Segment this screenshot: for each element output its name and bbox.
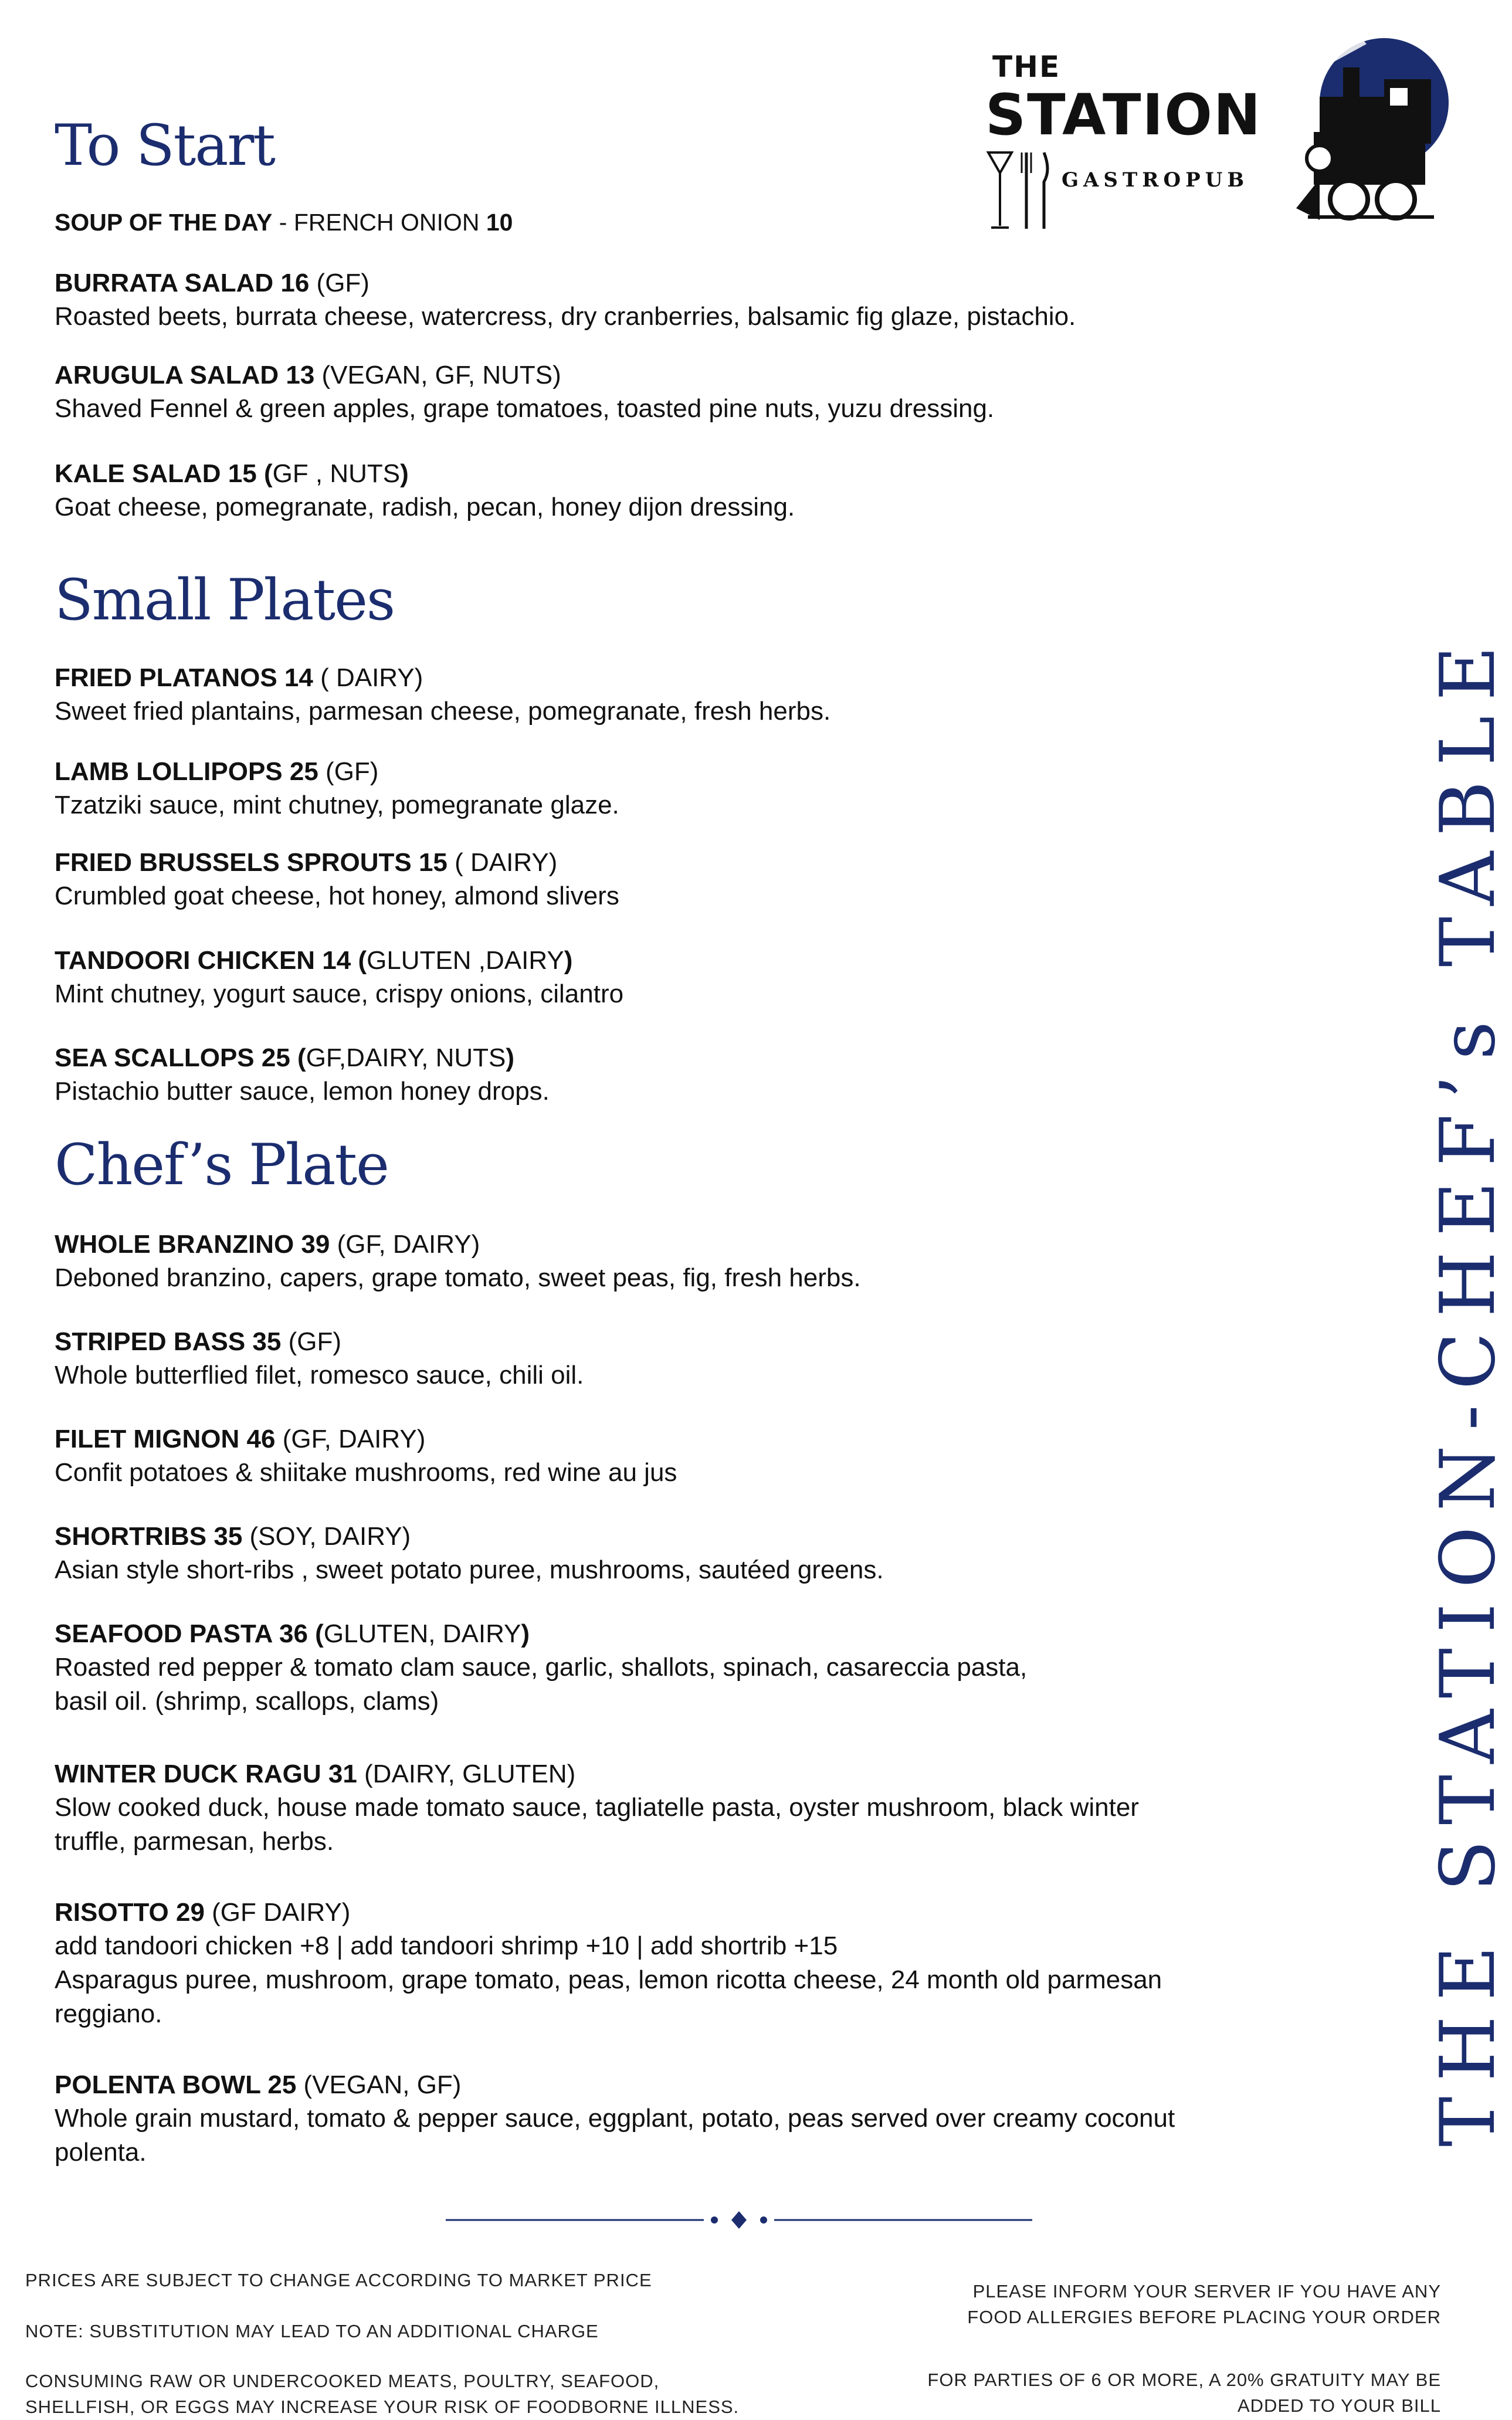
item-addons: add tandoori chicken +8 | add tandoori shrimp +10 | add shortrib +15 [55, 1931, 838, 1960]
item-description-cont: polenta. [55, 2138, 147, 2167]
footer-gratuity-line1: FOR PARTIES OF 6 OR MORE, A 20% GRATUITY MAY BE [927, 2370, 1441, 2390]
item-description: Mint chutney, yogurt sauce, crispy onions, cilantro [55, 979, 624, 1008]
menu-item-brussels [55, 846, 1274, 913]
menu-item-seafood-pasta [55, 1618, 1274, 1719]
item-name: LAMB LOLLIPOPS 25 [55, 757, 318, 786]
item-tags: (SOY, DAIRY) [242, 1522, 411, 1551]
footer-raw-warning [25, 2368, 739, 2420]
menu-item-tandoori [55, 944, 1274, 1011]
item-name: SEA SCALLOPS 25 ( [55, 1043, 306, 1072]
item-description: Slow cooked duck, house made tomato sauce, tagliatelle pasta, oyster mushroom, black winter [55, 1793, 1139, 1822]
logo-station: STATION [985, 82, 1262, 148]
soup-price: 10 [486, 209, 513, 236]
item-description: Whole grain mustard, tomato & pepper sauce, eggplant, potato, peas served over creamy coconut [55, 2104, 1175, 2133]
item-tags: (VEGAN, GF) [296, 2070, 462, 2099]
item-tags-end: ) [521, 1619, 530, 1648]
footer-raw-warning-line1: CONSUMING RAW OR UNDERCOOKED MEATS, POULTRY, SEAFOOD, [25, 2371, 660, 2391]
item-name: FILET MIGNON 46 [55, 1425, 276, 1453]
item-tags: (GF DAIRY) [204, 1898, 351, 1927]
menu-item-platanos [55, 662, 1274, 728]
item-name: SHORTRIBS 35 [55, 1522, 243, 1551]
item-tags: GLUTEN, DAIRY [323, 1619, 521, 1648]
footer-allergies-line1: PLEASE INFORM YOUR SERVER IF YOU HAVE ANY [972, 2281, 1441, 2302]
item-description: Shaved Fennel & green apples, grape tomatoes, toasted pine nuts, yuzu dressing. [55, 394, 995, 423]
footer-raw-warning-line2: SHELLFISH, OR EGGS MAY INCREASE YOUR RISK OF FOODBORNE ILLNESS. [25, 2397, 740, 2417]
menu-item-kale [55, 457, 1274, 524]
item-tags: GLUTEN ,DAIRY [367, 946, 564, 975]
soup-detail: FRENCH ONION [293, 209, 486, 236]
menu-item-polenta [55, 2069, 1274, 2170]
menu-item-burrata [55, 267, 1274, 334]
item-name: BURRATA SALAD 16 [55, 269, 310, 297]
footer-allergies-line2: FOOD ALLERGIES BEFORE PLACING YOUR ORDER [967, 2307, 1441, 2327]
ornamental-divider [446, 2211, 1032, 2229]
menu-item-scallops [55, 1042, 1274, 1109]
menu-item-striped-bass [55, 1326, 1274, 1392]
item-name: STRIPED BASS 35 [55, 1327, 282, 1356]
item-description: Confit potatoes & shiitake mushrooms, red wine au jus [55, 1458, 677, 1487]
logo-gastropub: GASTROPUB [1062, 168, 1249, 192]
item-description: Roasted beets, burrata cheese, watercress, dry cranberries, balsamic fig glaze, pistachio. [55, 302, 1076, 331]
item-description: Deboned branzino, capers, grape tomato, sweet peas, fig, fresh herbs. [55, 1263, 861, 1292]
menu-item-lamb [55, 755, 1274, 822]
locomotive-icon [1296, 32, 1437, 226]
footer-allergies [967, 2279, 1441, 2330]
item-description: Goat cheese, pomegranate, radish, pecan, honey dijon dressing. [55, 493, 795, 521]
item-tags: (GF, DAIRY) [330, 1230, 480, 1259]
item-description: Crumbled goat cheese, hot honey, almond slivers [55, 882, 619, 910]
item-name: ARUGULA SALAD 13 [55, 361, 315, 389]
item-name: FRIED BRUSSELS SPROUTS 15 [55, 848, 448, 877]
item-tags: (GF) [318, 757, 379, 786]
item-description: Asparagus puree, mushroom, grape tomato, peas, lemon ricotta cheese, 24 month old parmesan [55, 1965, 1162, 1994]
item-description-cont: basil oil. (shrimp, scallops, clams) [55, 1687, 439, 1716]
item-name: SEAFOOD PASTA 36 ( [55, 1619, 324, 1648]
footer-gratuity-line2: ADDED TO YOUR BILL [1237, 2395, 1441, 2416]
item-description: Sweet fried plantains, parmesan cheese, pomegranate, fresh herbs. [55, 697, 831, 726]
footer-substitution: NOTE: SUBSTITUTION MAY LEAD TO AN ADDITIONAL CHARGE [25, 2321, 599, 2341]
section-title-to-start: To Start [55, 113, 274, 178]
item-description: Pistachio butter sauce, lemon honey drops. [55, 1077, 550, 1106]
item-name: KALE SALAD 15 ( [55, 459, 273, 488]
item-tags: ( DAIRY) [313, 663, 423, 692]
menu-item-arugula [55, 359, 1274, 426]
item-description: Whole butterflied filet, romesco sauce, chili oil. [55, 1361, 584, 1389]
menu-item-filet-mignon [55, 1423, 1274, 1490]
item-name: TANDOORI CHICKEN 14 ( [55, 946, 367, 975]
item-tags: GF , NUTS [272, 459, 401, 488]
vertical-title: THE STATION-CHEF’s TABLE [1425, 631, 1512, 2147]
footer-gratuity [927, 2367, 1441, 2419]
item-tags: (GF) [309, 269, 369, 297]
soup-separator: - [272, 209, 294, 236]
item-tags: GF,DAIRY, NUTS [306, 1043, 506, 1072]
item-name: WINTER DUCK RAGU 31 [55, 1760, 357, 1788]
item-description-cont: truffle, parmesan, herbs. [55, 1827, 334, 1856]
item-tags-end: ) [506, 1043, 515, 1072]
soup-name: SOUP OF THE DAY [55, 209, 273, 236]
item-description: Asian style short-ribs , sweet potato puree, mushrooms, sautéed greens. [55, 1555, 884, 1584]
menu-item-shortribs [55, 1520, 1274, 1587]
logo-the: THE [992, 50, 1061, 84]
menu-item-risotto [55, 1896, 1274, 2031]
menu-item-soup [55, 209, 513, 236]
item-tags-end: ) [564, 946, 573, 975]
item-tags: ( DAIRY) [447, 848, 558, 877]
item-tags: (GF, DAIRY) [275, 1425, 426, 1453]
menu-item-branzino [55, 1228, 1274, 1295]
item-tags: (VEGAN, GF, NUTS) [314, 361, 561, 389]
item-description: Tzatziki sauce, mint chutney, pomegranate glaze. [55, 791, 619, 819]
footer-market-price: PRICES ARE SUBJECT TO CHANGE ACCORDING TO MARKET PRICE [25, 2270, 652, 2290]
item-description-cont: reggiano. [55, 1999, 162, 2028]
item-description: Roasted red pepper & tomato clam sauce, garlic, shallots, spinach, casareccia pasta, [55, 1653, 1028, 1682]
menu-item-duck-ragu [55, 1758, 1274, 1859]
item-tags-end: ) [400, 459, 409, 488]
item-name: POLENTA BOWL 25 [55, 2070, 297, 2099]
item-tags: (DAIRY, GLUTEN) [357, 1760, 576, 1788]
item-name: FRIED PLATANOS 14 [55, 663, 313, 692]
section-title-small-plates: Small Plates [55, 567, 395, 633]
section-title-chefs-plate: Chef’s Plate [55, 1132, 388, 1198]
item-name: RISOTTO 29 [55, 1898, 205, 1927]
cocktail-utensils-icon [985, 147, 1056, 235]
item-tags: (GF) [281, 1327, 341, 1356]
station-logo [985, 32, 1443, 226]
item-name: WHOLE BRANZINO 39 [55, 1230, 330, 1259]
